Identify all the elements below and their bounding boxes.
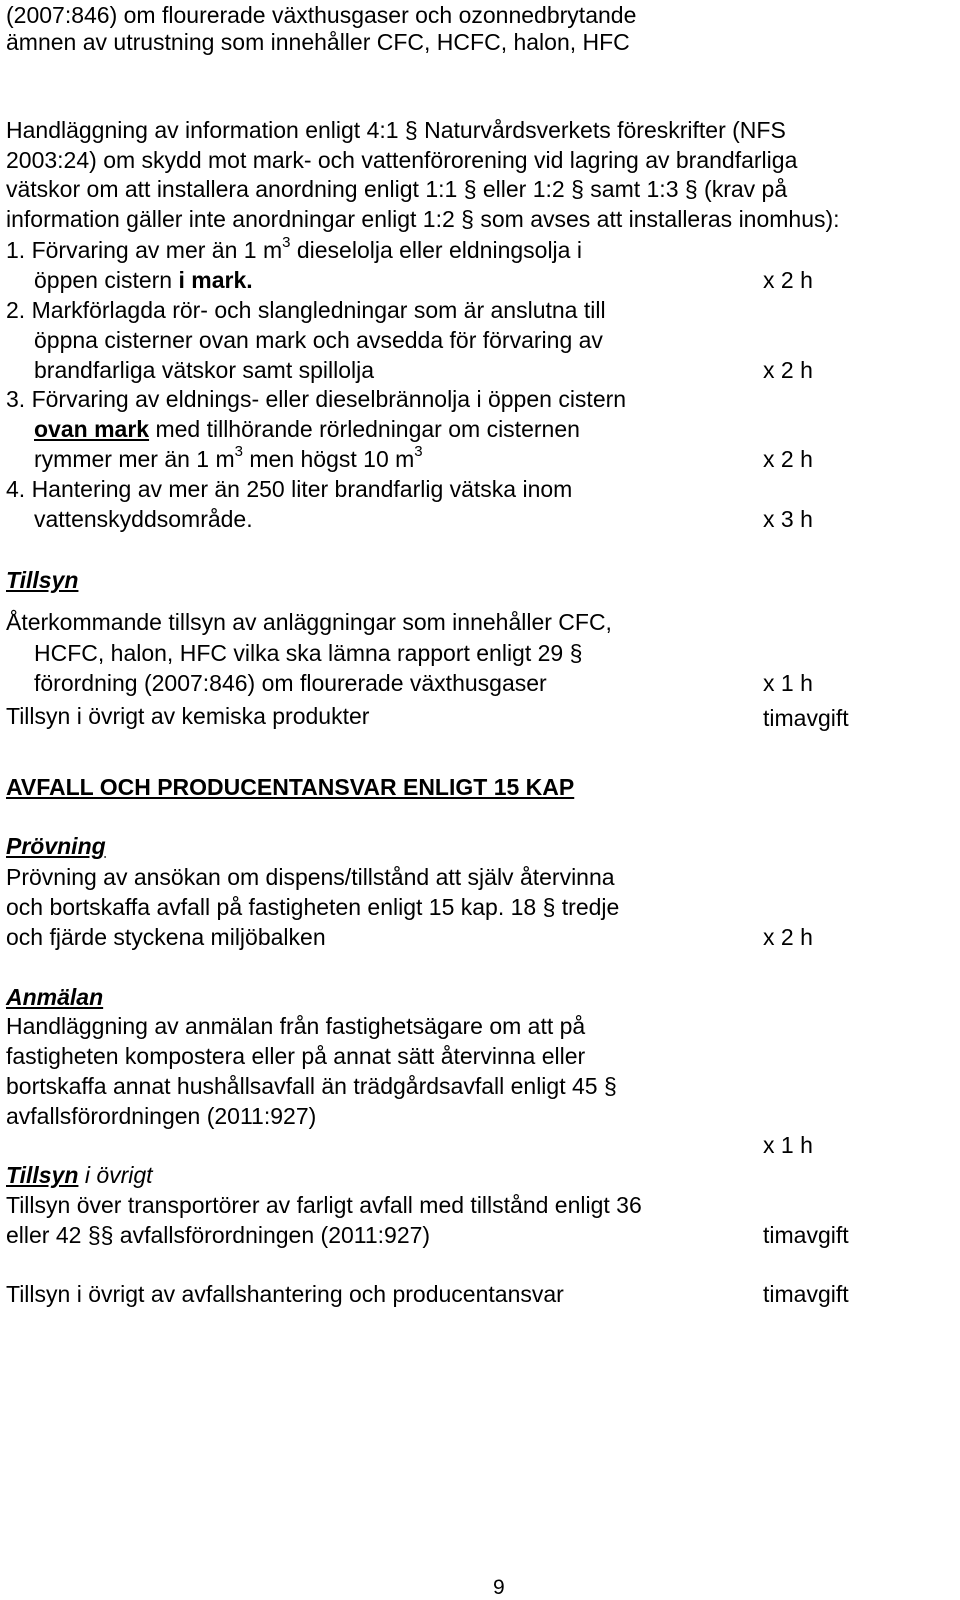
paragraph-line: förordning (2007:846) om flourerade växthusgaser [34,670,547,696]
list-item-3-cont: rymmer mer än 1 $m^3$ men högst 10 $m^3$ [34,443,423,472]
fee-value: x 1 h [763,1132,813,1158]
section-heading-provning: Prövning [6,833,106,859]
paragraph-line: fastigheten kompostera eller på annat sätt återvinna eller [6,1043,586,1069]
paragraph-line: information gäller inte anordningar enligt 1:2 § som avses att installeras inomhus): [6,206,840,232]
paragraph-line: Tillsyn över transportörer av farligt avfall med tillstånd enligt 36 [6,1192,642,1218]
fee-value: x 3 h [763,506,813,532]
paragraph-line: och bortskaffa avfall på fastigheten enligt 15 kap. 18 § tredje [6,894,620,920]
fee-value: x 2 h [763,446,813,472]
paragraph-line: eller 42 §§ avfallsförordningen (2011:927) [6,1222,431,1248]
fee-value: timavgift [763,1222,849,1248]
fee-value: x 2 h [763,267,813,293]
paragraph-line: Handläggning av anmälan från fastighetsägare om att på [6,1013,586,1039]
fee-value: x 2 h [763,357,813,383]
fee-value: x 2 h [763,924,813,950]
paragraph-line: Prövning av ansökan om dispens/tillstånd att själv återvinna [6,864,615,890]
list-item-4-cont: vattenskyddsområde. [34,506,253,532]
list-item-4: 4. Hantering av mer än 250 liter brandfarlig vätska inom [6,476,573,502]
paragraph-line: Tillsyn i övrigt av kemiska produkter [6,703,370,729]
fee-value: x 1 h [763,670,813,696]
intro-line: ämnen av utrustning som innehåller CFC, HCFC, halon, HFC [6,29,630,55]
paragraph-line: 2003:24) om skydd mot mark- och vattenförorening vid lagring av brandfarliga [6,147,798,173]
section-heading-anmalan: Anmälan [6,984,104,1010]
list-item-1-cont: öppen cistern i mark. [34,267,253,293]
list-item-2-cont: öppna cisterner ovan mark och avsedda för förvaring av [34,327,603,353]
paragraph-line: bortskaffa annat hushållsavfall än trädgårdsavfall enligt 45 § [6,1073,617,1099]
paragraph-line: och fjärde styckena miljöbalken [6,924,326,950]
paragraph-line: Återkommande tillsyn av anläggningar som innehåller CFC, [6,609,612,635]
section-heading-tillsyn: Tillsyn [6,567,79,593]
paragraph-line: HCFC, halon, HFC vilka ska lämna rapport enligt 29 § [34,640,583,666]
paragraph-line: vätskor om att installera anordning enligt 1:1 § eller 1:2 § samt 1:3 § (krav på [6,176,788,202]
fee-value: timavgift [763,705,849,731]
list-item-2: 2. Markförlagda rör- och slangledningar som är anslutna till [6,297,606,323]
chapter-heading: AVFALL OCH PRODUCENTANSVAR ENLIGT 15 KAP [6,774,575,800]
list-item-3: 3. Förvaring av eldnings- eller dieselbrännolja i öppen cistern [6,386,627,412]
paragraph-line: Handläggning av information enligt 4:1 § Naturvårdsverkets föreskrifter (NFS [6,117,786,143]
paragraph-line: Tillsyn i övrigt av avfallshantering och producentansvar [6,1281,564,1307]
section-heading-tillsyn-ovrigt: Tillsyn i övrigt [6,1162,153,1188]
list-item-1: 1. Förvaring av mer än 1 $m^3$ dieselolja eller eldningsolja i [6,234,582,263]
paragraph-line: avfallsförordningen (2011:927) [6,1103,317,1129]
intro-line: (2007:846) om flourerade växthusgaser och ozonnedbrytande [6,2,637,28]
fee-value: timavgift [763,1281,849,1307]
list-item-3-cont: ovan mark med tillhörande rörledningar om cisternen [34,416,580,442]
page-number: 9 [493,1576,505,1599]
list-item-2-cont: brandfarliga vätskor samt spillolja [34,357,375,383]
